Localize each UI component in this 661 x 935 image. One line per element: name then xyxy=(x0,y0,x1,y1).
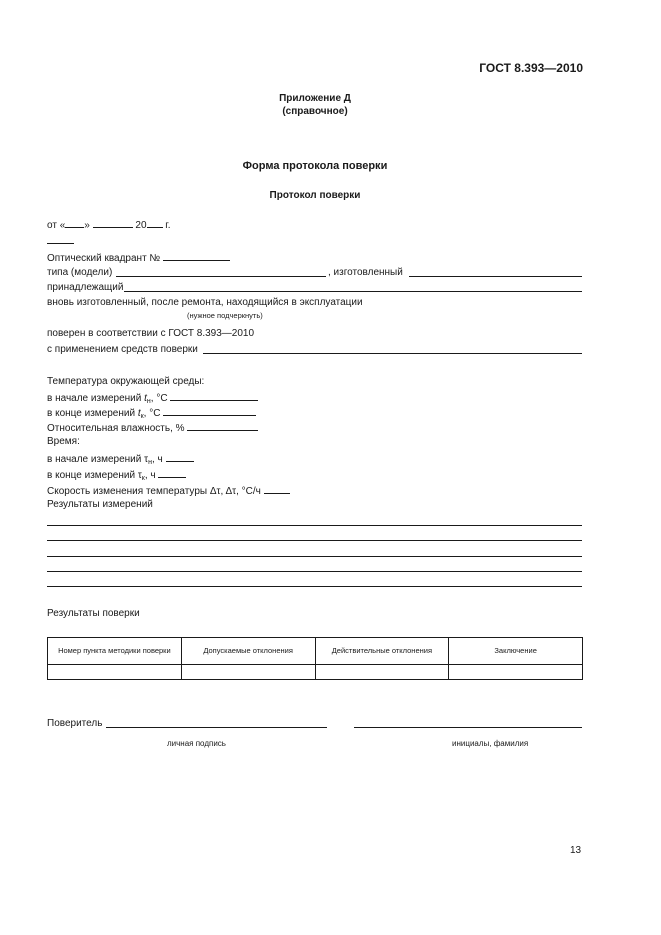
device-label: Оптический квадрант № xyxy=(47,253,161,264)
device-number-blank[interactable] xyxy=(163,251,230,261)
temp-end-line xyxy=(47,406,256,420)
signature-blank[interactable] xyxy=(106,727,327,728)
date-number-blank[interactable] xyxy=(47,243,74,244)
table-cell[interactable] xyxy=(48,665,182,680)
temp-end-symbol: t xyxy=(137,408,141,419)
year-suffix: г. xyxy=(165,220,171,231)
owner-blank[interactable] xyxy=(124,291,582,292)
condition-note: (нужное подчеркнуть) xyxy=(187,311,263,320)
time-end-subscript: к xyxy=(141,475,145,482)
type-blank[interactable] xyxy=(116,276,326,277)
time-start-label: в начале измерений xyxy=(47,454,142,465)
results-heading: Результаты поверки xyxy=(47,608,140,619)
rate-label: Скорость изменения температуры Δτ, Δτ, °С/ч xyxy=(47,486,261,497)
humidity-label: Относительная влажность, % xyxy=(47,423,185,434)
appendix-title: Приложение Д xyxy=(279,93,351,104)
manufactured-label: , изготовленный xyxy=(328,267,403,278)
time-start-line xyxy=(47,452,194,466)
device-line xyxy=(47,251,230,265)
date-line xyxy=(47,218,171,232)
date-from-label: от « xyxy=(47,220,66,231)
results-table xyxy=(47,637,583,680)
col-header-allowed: Допускаемые отклонения xyxy=(181,638,315,665)
measurement-line-1[interactable] xyxy=(47,525,582,526)
time-start-subscript: н xyxy=(148,459,152,466)
appendix-subtitle: (справочное) xyxy=(282,106,348,117)
month-blank[interactable] xyxy=(93,218,133,228)
form-title: Форма протокола поверки xyxy=(242,160,388,172)
time-end-symbol: τ xyxy=(137,470,142,481)
year-blank[interactable] xyxy=(147,218,163,228)
year-prefix: 20 xyxy=(135,220,147,231)
time-heading: Время: xyxy=(47,436,80,447)
verifier-label: Поверитель xyxy=(47,718,103,729)
col-header-clause: Номер пункта методики поверки xyxy=(48,638,182,665)
time-start-unit: , ч xyxy=(151,454,163,465)
table-cell[interactable] xyxy=(449,665,583,680)
temp-end-unit: , °С xyxy=(143,408,161,419)
temp-end-subscript: к xyxy=(140,413,144,420)
temperature-heading: Температура окружающей среды: xyxy=(47,376,205,387)
col-header-actual: Действительные отклонения xyxy=(315,638,449,665)
humidity-blank[interactable] xyxy=(187,421,258,431)
name-caption: инициалы, фамилия xyxy=(452,739,529,748)
type-label: типа (модели) xyxy=(47,267,113,278)
page-number: 13 xyxy=(570,845,582,856)
temp-start-blank[interactable] xyxy=(170,391,258,401)
temp-start-unit: , °С xyxy=(150,393,168,404)
rate-line xyxy=(47,484,290,498)
measurement-line-2[interactable] xyxy=(47,540,582,541)
humidity-line xyxy=(47,421,258,435)
manufacturer-blank[interactable] xyxy=(409,276,582,277)
protocol-title: Протокол поверки xyxy=(269,190,361,201)
temp-end-label: в конце измерений xyxy=(47,408,136,419)
time-end-line xyxy=(47,468,186,482)
measurement-line-4[interactable] xyxy=(47,571,582,572)
day-blank[interactable] xyxy=(65,218,84,228)
time-end-label: в конце измерений xyxy=(47,470,136,481)
temp-start-subscript: н xyxy=(146,398,151,405)
table-cell[interactable] xyxy=(181,665,315,680)
condition-text: вновь изготовленный, после ремонта, находящийся в эксплуатации xyxy=(47,297,363,308)
temp-end-blank[interactable] xyxy=(163,406,256,416)
temp-start-line xyxy=(47,391,258,405)
rate-blank[interactable] xyxy=(264,484,290,494)
time-start-blank[interactable] xyxy=(166,452,194,462)
owner-label: принадлежащий xyxy=(47,282,124,293)
means-blank[interactable] xyxy=(203,353,582,354)
temp-start-symbol: t xyxy=(144,393,147,404)
time-start-symbol: τ xyxy=(144,454,149,465)
date-quote-close: » xyxy=(84,220,90,231)
time-end-unit: , ч xyxy=(144,470,156,481)
measurements-heading: Результаты измерений xyxy=(47,499,153,510)
temp-start-label: в начале измерений xyxy=(47,393,142,404)
table-header-row xyxy=(48,638,583,665)
measurement-line-5[interactable] xyxy=(47,586,582,587)
measurement-line-3[interactable] xyxy=(47,556,582,557)
standard-number: ГОСТ 8.393—2010 xyxy=(479,61,583,75)
time-end-blank[interactable] xyxy=(158,468,186,478)
table-row xyxy=(48,665,583,680)
signature-caption: личная подпись xyxy=(167,739,226,748)
col-header-conclusion: Заключение xyxy=(449,638,583,665)
verified-per-text: поверен в соответствии с ГОСТ 8.393—2010 xyxy=(47,328,255,339)
table-cell[interactable] xyxy=(315,665,449,680)
means-label: с применением средств поверки xyxy=(47,344,198,355)
name-blank[interactable] xyxy=(354,727,582,728)
